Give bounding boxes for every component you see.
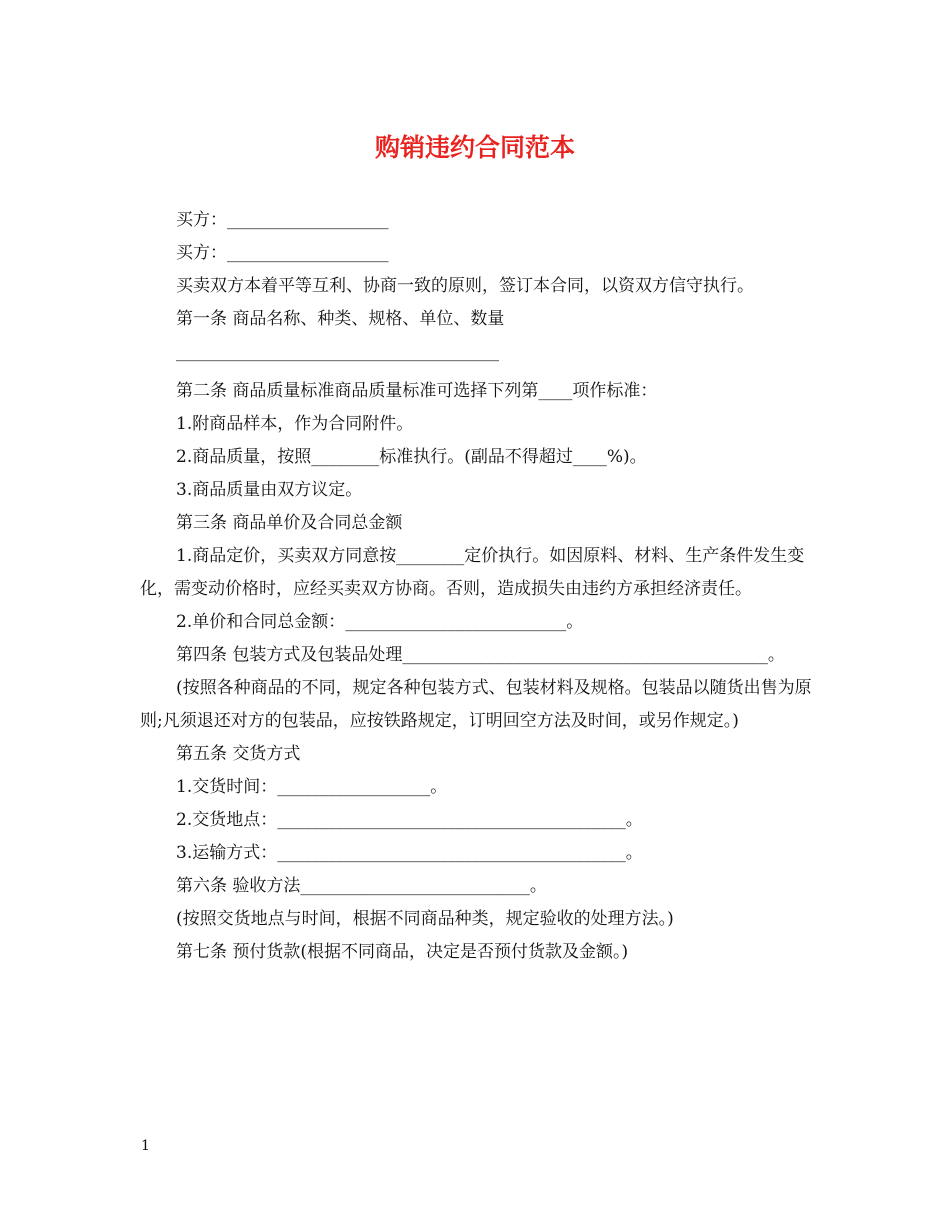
buyer-line-1: 买方：___________________ [176, 210, 389, 230]
article-2-item-3: 3.商品质量由双方议定。 [176, 480, 363, 500]
buyer-line-2: 买方：___________________ [176, 243, 389, 263]
article-2-item-2: 2.商品质量，按照________标准执行。(副品不得超过____%)。 [176, 447, 647, 467]
article-5-heading: 第五条 交货方式 [176, 744, 301, 764]
article-2-heading: 第二条 商品质量标准商品质量标准可选择下列第____项作标准： [176, 381, 658, 401]
document-title: 购销违约合同范本 [374, 133, 575, 162]
article-5-item-3: 3.运输方式：_________________________________________。 [176, 843, 643, 863]
article-6-note: (按照交货地点与时间，根据不同商品种类，规定验收的处理方法。) [176, 909, 674, 929]
article-3-item-2: 2.单价和合同总金额：__________________________。 [176, 612, 584, 632]
article-4-note: (按照各种商品的不同，规定各种包装方式、包装材料及规格。包装品以随货出售为原则;凡须退还对方的包装品，应按铁路规定，订明回空方法及时间，或另作规定。) [140, 678, 812, 731]
preamble: 买卖双方本着平等互利、协商一致的原则，签订本合同，以资双方信守执行。 [176, 276, 754, 296]
article-4-heading: 第四条 包装方式及包装品处理___________________________________________。 [176, 645, 785, 665]
article-2-item-1: 1.附商品样本，作为合同附件。 [176, 414, 414, 434]
article-6-heading: 第六条 验收方法___________________________。 [176, 876, 547, 896]
article-5-item-1: 1.交货时间：__________________。 [176, 777, 448, 797]
article-3-item-1: 1.商品定价，买卖双方同意按________定价执行。如因原料、材料、生产条件发生变化，需变动价格时，应经买卖双方协商。否则，造成损失由违约方承担经济责任。 [140, 546, 805, 599]
page-number: 1 [141, 1138, 150, 1154]
article-7-heading: 第七条 预付货款(根据不同商品，决定是否预付货款及金额。) [176, 942, 629, 962]
article-1-blank: ______________________________________ [176, 342, 499, 362]
article-1-heading: 第一条 商品名称、种类、规格、单位、数量 [176, 309, 505, 329]
document-body [140, 204, 812, 969]
article-3-heading: 第三条 商品单价及合同总金额 [176, 513, 403, 533]
article-5-item-2: 2.交货地点：_________________________________________。 [176, 810, 643, 830]
